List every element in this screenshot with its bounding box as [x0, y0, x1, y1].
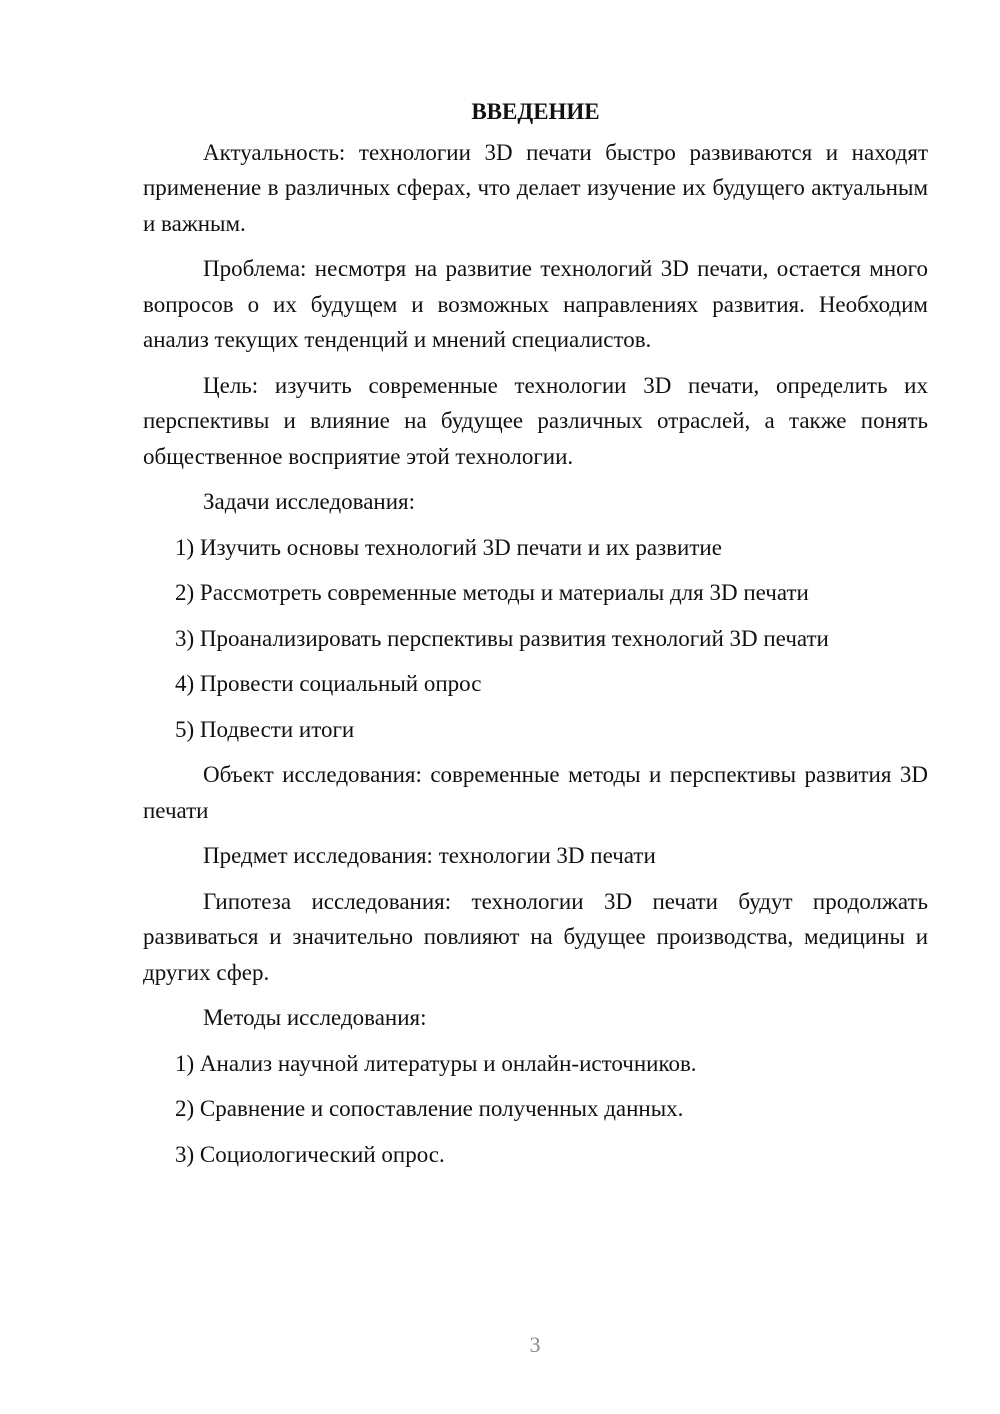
page-number: 3 — [529, 1332, 541, 1357]
page-content — [143, 94, 928, 1182]
tasks-list — [143, 530, 928, 748]
hypothesis-paragraph: Гипотеза исследования: технологии 3D печати будут продолжать развиваться и значительно повлияют на будущее производства, медицины и других сфер. — [143, 888, 928, 985]
list-item: 2) Сравнение и сопоставление полученных данных. — [175, 1096, 684, 1121]
object-paragraph: Объект исследования: современные методы и перспективы развития 3D печати — [143, 762, 928, 823]
list-item: 2) Рассмотреть современные методы и материалы для 3D печати — [175, 580, 809, 605]
methods-list — [143, 1046, 928, 1173]
relevance-paragraph: Актуальность: технологии 3D печати быстро развиваются и находят применение в различных сферах, что делает изучение их будущего актуальным и важным. — [143, 139, 928, 236]
list-item: 5) Подвести итоги — [175, 716, 355, 742]
list-item: 3) Проанализировать перспективы развития технологий 3D печати — [175, 625, 829, 651]
tasks-heading: Задачи исследования: — [203, 489, 416, 514]
problem-paragraph: Проблема: несмотря на развитие технологий 3D печати, остается много вопросов о их будущем и возможных направлениях развития. Необходим анализ текущих тенденций и мнений специалистов. — [143, 256, 928, 352]
subject-paragraph: Предмет исследования: технологии 3D печати — [203, 843, 656, 868]
list-item: 1) Изучить основы технологий 3D печати и их развитие — [175, 534, 722, 560]
list-item: 1) Анализ научной литературы и онлайн-источников. — [175, 1050, 697, 1076]
methods-heading: Методы исследования: — [203, 1005, 427, 1030]
list-item: 3) Социологический опрос. — [175, 1141, 445, 1167]
goal-paragraph: Цель: изучить современные технологии 3D печати, определить их перспективы и влияние на будущее различных отраслей, а также понять общественное восприятие этой технологии. — [143, 372, 928, 469]
list-item: 4) Провести социальный опрос — [175, 671, 482, 696]
page-title: ВВЕДЕНИЕ — [471, 99, 600, 124]
